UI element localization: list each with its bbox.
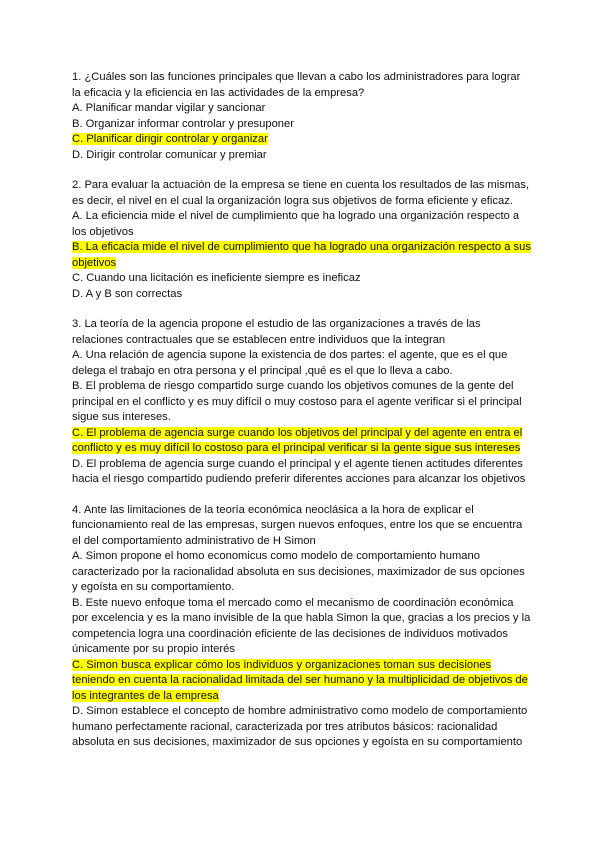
highlighted-answer: C. Simon busca explicar cómo los individuos y organizaciones toman sus decisiones teniendo en cuenta la racionalidad limitada del ser humano y la multiplicidad de objetivos de los integrantes de la empresa	[72, 658, 528, 702]
highlighted-answer: B. La eficacia mide el nivel de cumplimiento que ha logrado una organización respecto a sus objetivos	[72, 241, 531, 269]
question-text: 3. La teoría de la agencia propone el estudio de las organizaciones a través de las relaciones contractuales que se establecen entre individuos que la integran	[72, 318, 481, 346]
answer-option-b-correct	[72, 240, 532, 271]
option-text: D. El problema de agencia surge cuando el principal y el agente tienen actitudes diferentes hacia el riesgo compartido pudiendo preferir diferentes acciones para alcanzar los objetivos	[72, 457, 526, 485]
answer-option-c-correct	[72, 132, 532, 148]
answer-option-d	[72, 457, 532, 488]
question-text: 2. Para evaluar la actuación de la empresa se tiene en cuenta los resultados de las mismas, es decir, el nivel en el cual la organización logra sus objetivos de forma eficiente y eficaz.	[72, 179, 530, 207]
answer-option-d	[72, 704, 532, 751]
option-text: D. A y B son correctas	[72, 287, 183, 300]
answer-option-d	[72, 148, 532, 164]
question-2	[72, 178, 532, 302]
answer-option-b	[72, 596, 532, 658]
question-4	[72, 503, 532, 751]
answer-option-a	[72, 549, 532, 596]
answer-option-c	[72, 271, 532, 287]
question-text: 4. Ante las limitaciones de la teoría económica neoclásica a la hora de explicar el funcionamiento real de las empresas, surgen nuevos enfoques, entre los que se encuentra el del comportamiento administrativo de H Simon	[72, 503, 523, 547]
answer-option-b	[72, 379, 532, 426]
option-text: D. Dirigir controlar comunicar y premiar	[72, 148, 267, 161]
answer-option-c-correct	[72, 658, 532, 705]
answer-option-a	[72, 348, 532, 379]
question-1	[72, 70, 532, 163]
question-3	[72, 317, 532, 488]
answer-option-a	[72, 101, 532, 117]
question-text: 1. ¿Cuáles son las funciones principales que llevan a cabo los administradores para lograr la eficacia y la eficiencia en las actividades de la empresa?	[72, 71, 521, 99]
answer-option-a	[72, 209, 532, 240]
option-text: C. Cuando una licitación es ineficiente siempre es ineficaz	[72, 272, 361, 284]
answer-option-d	[72, 287, 532, 303]
highlighted-answer: C. Planificar dirigir controlar y organizar	[72, 133, 268, 145]
option-text: B. Organizar informar controlar y presuponer	[72, 117, 294, 130]
document-page	[72, 70, 532, 766]
option-text: A. Planificar mandar vigilar y sancionar	[72, 102, 266, 114]
option-text: B. Este nuevo enfoque toma el mercado como el mecanismo de coordinación económica por excelencia y es la mano invisible de la que habla Simon la que, gracias a los precios y la competencia logra una coordinación eficiente de las decisiones de individuos motivados únicamente por su propio interés	[72, 596, 531, 655]
option-text: D. Simon establece el concepto de hombre administrativo como modelo de comportamiento humano perfectamente racional, caracterizada por tres atributos básicos: racionalidad absoluta en sus decisiones, maximizador de sus opciones y egoísta en su comportamiento	[72, 705, 528, 748]
highlighted-answer: C. El problema de agencia surge cuando los objetivos del principal y del agente en entra el conflicto y es muy difícil lo costoso para el principal verificar si la gente sigue sus intereses	[72, 426, 523, 454]
answer-option-c-correct	[72, 426, 532, 457]
option-text: B. El problema de riesgo compartido surge cuando los objetivos comunes de la gente del principal en el conflicto y es muy difícil o muy costoso para el agente verificar si el principal sigue sus intereses.	[72, 380, 522, 423]
answer-option-b	[72, 117, 532, 133]
option-text: A. Simon propone el homo economicus como modelo de comportamiento humano caracterizado por la racionalidad absoluta en sus decisiones, maximizador de sus opciones y egoísta en su comportamiento.	[72, 550, 525, 593]
option-text: A. Una relación de agencia supone la existencia de dos partes: el agente, que es el que delega el trabajo en otra persona y el principal ,qué es el que lo lleva a cabo.	[72, 349, 508, 377]
option-text: A. La eficiencia mide el nivel de cumplimiento que ha logrado una organización respecto a los objetivos	[72, 210, 520, 238]
